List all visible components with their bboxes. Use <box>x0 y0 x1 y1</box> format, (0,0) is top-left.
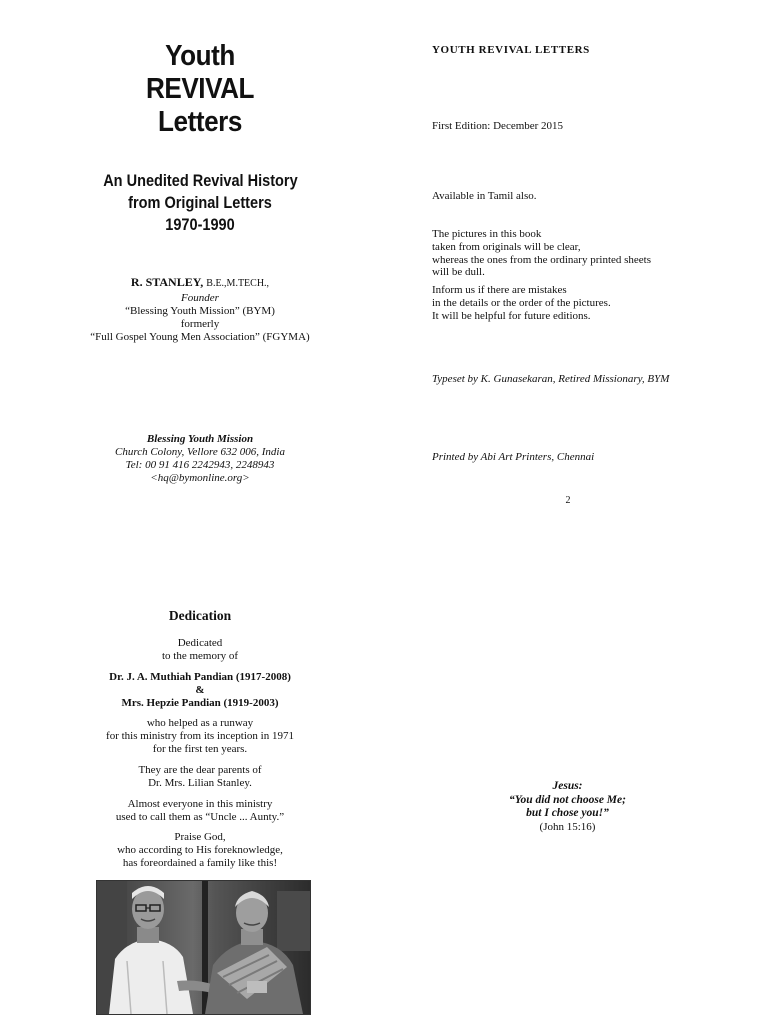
book-subtitle <box>103 170 297 236</box>
book-title-line: REVIVAL <box>145 73 255 105</box>
dedication-line: who helped as a runway <box>146 717 254 729</box>
tamil-note: Available in Tamil also. <box>432 190 537 202</box>
dedication-line: Praise God, <box>174 831 226 843</box>
ampersand: & <box>195 684 205 696</box>
edition-note: First Edition: December 2015 <box>432 120 564 132</box>
email: <hq@bymonline.org> <box>150 472 250 484</box>
printer-credit: Printed by Abi Art Printers, Chennai <box>432 451 595 463</box>
pictures-note-line: will be dull. <box>432 266 485 279</box>
scripture-quote <box>470 780 665 834</box>
dedication-line: Dedicated <box>177 637 223 649</box>
dedication-names <box>60 671 340 710</box>
typeset-credit: Typeset by K. Gunasekaran, Retired Missionary, BYM <box>432 373 670 385</box>
quote-line: “You did not choose Me; <box>509 793 626 806</box>
subtitle-line: from Original Letters <box>128 194 272 212</box>
inform-note <box>432 284 611 322</box>
dedication-line: has foreordained a family like this! <box>122 857 278 869</box>
book-title-line: Youth <box>165 40 235 72</box>
inform-note-line: Inform us if there are mistakes <box>432 284 567 296</box>
dedication-line: Almost everyone in this ministry <box>127 798 273 810</box>
dedication-line: for this ministry from its inception in 1971 <box>106 730 294 742</box>
dedication-paragraph <box>60 764 340 790</box>
author-name: R. STANLEY, <box>130 275 204 289</box>
author-roles <box>60 292 340 344</box>
quote-speaker: Jesus: <box>552 780 583 792</box>
pictures-note-line: The pictures in this book <box>432 228 542 240</box>
book-title-line: Letters <box>158 106 242 138</box>
subtitle-line: 1970-1990 <box>165 216 235 234</box>
dedication-line: They are the dear parents of <box>138 764 262 776</box>
author-line <box>60 275 340 290</box>
dedication-line: used to call them as “Uncle ... Aunty.” <box>115 811 285 823</box>
quote-reference: (John 15:16) <box>539 820 596 833</box>
honoree-name: Mrs. Hepzie Pandian (1919-2003) <box>121 697 279 709</box>
couple-photo <box>96 880 311 1015</box>
inform-note-line: in the details or the order of the pictures. <box>432 296 611 309</box>
dedication-line: who according to His foreknowledge, <box>117 844 283 856</box>
pictures-note-line: whereas the ones from the ordinary printed sheets <box>432 253 652 266</box>
subtitle-line: An Unedited Revival History <box>103 172 298 190</box>
dedication-paragraph <box>60 717 340 756</box>
org-former: “Full Gospel Young Men Association” (FGYMA) <box>90 331 310 343</box>
running-title: YOUTH REVIVAL LETTERS <box>432 44 590 56</box>
dedication-line: to the memory of <box>161 650 239 662</box>
pictures-note <box>432 228 651 279</box>
author-degrees: B.E.,M.TECH., <box>206 278 270 289</box>
formerly-label: formerly <box>180 318 220 330</box>
dedication-intro <box>60 637 340 663</box>
dedication-heading: Dedication <box>168 608 232 623</box>
telephone: Tel: 00 91 416 2242943, 2248943 <box>125 459 275 471</box>
dedication-line: Dr. Mrs. Lilian Stanley. <box>148 777 252 789</box>
inform-note-line: It will be helpful for future editions. <box>432 309 591 322</box>
dedication-line: for the first ten years. <box>152 743 248 755</box>
publisher-address <box>60 433 340 485</box>
dedication-paragraph <box>60 831 340 870</box>
author-role: Founder <box>181 292 219 304</box>
publisher-name: Blessing Youth Mission <box>146 433 254 445</box>
pictures-note-line: taken from originals will be clear, <box>432 240 581 253</box>
honoree-name: Dr. J. A. Muthiah Pandian (1917-2008) <box>109 671 291 683</box>
page-number: 2 <box>565 495 571 506</box>
couple-photo-image <box>97 881 310 1014</box>
dedication-paragraph <box>60 798 340 824</box>
org-current: “Blessing Youth Mission” (BYM) <box>125 305 275 317</box>
book-title <box>110 40 290 139</box>
address-line: Church Colony, Vellore 632 006, India <box>115 446 285 458</box>
quote-line: but I chose you!” <box>526 807 609 819</box>
